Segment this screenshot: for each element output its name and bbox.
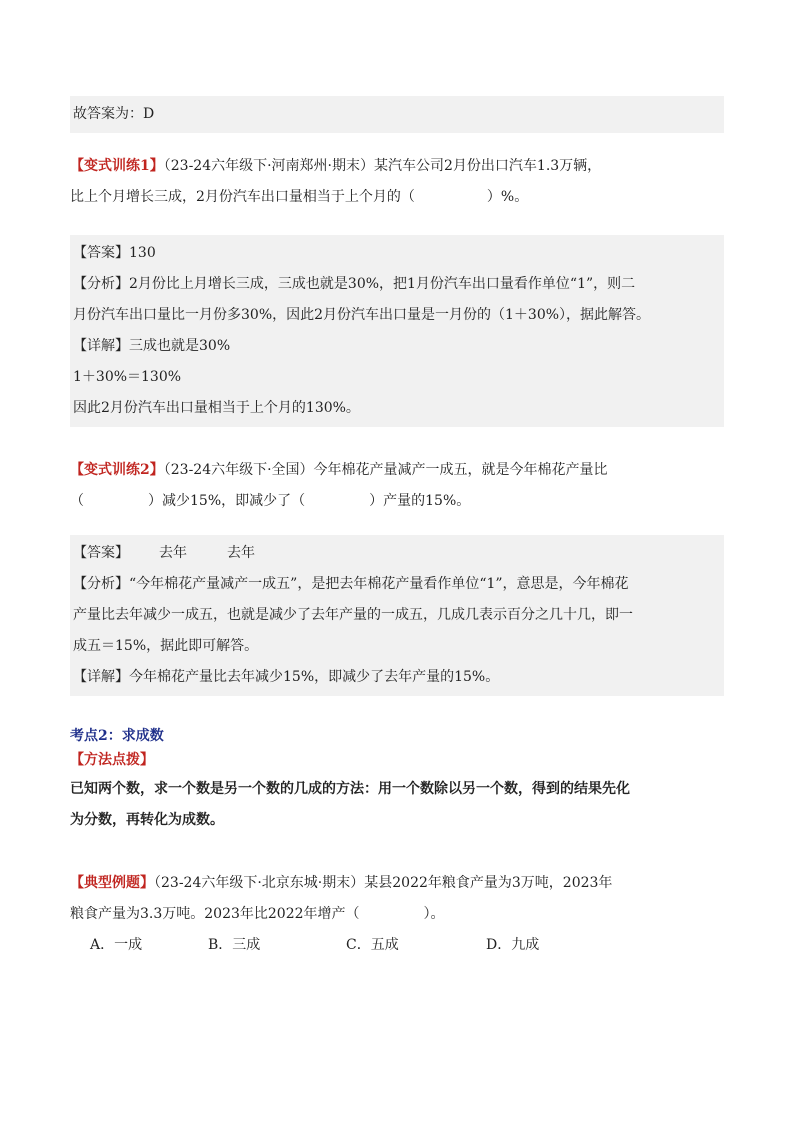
practice-1-line1: （23-24六年级下·河南郑州·期末）某汽车公司2月份出口汽车1.3万辆， <box>163 158 602 174</box>
method-label: 【方法点拨】 <box>70 752 154 768</box>
detail-line1: 三成也就是30% <box>129 338 231 354</box>
analysis-line1: 2月份比上月增长三成，三成也就是30%，把1月份汽车出口量看作单位“1”，则二 <box>129 276 636 292</box>
method-line1: 已知两个数，求一个数是另一个数的几成的方法：用一个数除以另一个数，得到的结果先化 <box>70 781 630 797</box>
document-page <box>70 96 724 961</box>
practice-2-label: 【变式训练2】 <box>70 462 164 478</box>
option-c[interactable]: C．五成 <box>346 937 399 953</box>
analysis-line1: “今年棉花产量减产一成五”，是把去年棉花产量看作单位“1”，意思是，今年棉花 <box>129 576 629 592</box>
practice-2-solution <box>70 535 724 696</box>
detail-line3: 因此2月份汽车出口量相当于上个月的130%。 <box>73 400 360 416</box>
answer-value-1: 去年 <box>159 545 187 561</box>
analysis-line2: 月份汽车出口量比一月份多30%，因此2月份汽车出口量是一月份的（1＋30%），据此解答。 <box>73 307 651 323</box>
final-answer-text: 故答案为：D <box>73 106 155 122</box>
practice-1-question <box>70 151 724 213</box>
option-d[interactable]: D．九成 <box>486 937 540 953</box>
detail-line1: 今年棉花产量比去年减少15%，即减少了去年产量的15%。 <box>129 669 500 685</box>
detail-line2: 1＋30%＝130% <box>73 369 182 385</box>
practice-1-solution <box>70 235 724 427</box>
method-line2: 为分数，再转化为成数。 <box>70 812 224 828</box>
analysis-line3: 成五＝15%，据此即可解答。 <box>73 638 259 654</box>
practice-2-line2a: （ <box>70 493 84 509</box>
option-a[interactable]: A．一成 <box>90 937 143 953</box>
detail-label: 【详解】 <box>73 338 129 354</box>
answer-value: 130 <box>129 245 156 261</box>
analysis-line2: 产量比去年减少一成五，也就是减少了去年产量的一成五，几成几表示百分之几十几，即一 <box>73 607 633 623</box>
detail-label: 【详解】 <box>73 669 129 685</box>
example-line1: （23-24六年级下·北京东城·期末）某县2022年粮食产量为3万吨，2023年 <box>154 875 613 891</box>
analysis-label: 【分析】 <box>73 576 129 592</box>
example-label: 【典型例题】 <box>70 875 154 891</box>
example-line2a: 粮食产量为3.3万吨。2023年比2022年增产（ <box>70 906 360 922</box>
practice-2-line2b: ）减少15%，即减少了（ <box>148 493 306 509</box>
option-b[interactable]: B．三成 <box>208 937 261 953</box>
kaodian-2-section <box>70 724 724 836</box>
typical-example <box>70 868 724 961</box>
analysis-label: 【分析】 <box>73 276 129 292</box>
practice-1-line2b: ）%。 <box>486 189 529 205</box>
practice-1-line2a: 比上个月增长三成，2月份汽车出口量相当于上个月的（ <box>70 189 415 205</box>
example-line2b: ）。 <box>423 906 445 922</box>
answer-label: 【答案】 <box>73 245 129 261</box>
answer-block-previous <box>70 96 724 133</box>
options-row <box>70 930 724 961</box>
practice-1-label: 【变式训练1】 <box>70 158 164 174</box>
practice-2-question <box>70 455 724 517</box>
answer-value-2: 去年 <box>227 545 255 561</box>
section-title: 考点2：求成数 <box>70 728 164 744</box>
practice-2-line2c: ）产量的15%。 <box>369 493 471 509</box>
answer-label: 【答案】 <box>73 545 129 561</box>
practice-2-line1: （23-24六年级下·全国）今年棉花产量减产一成五，就是今年棉花产量比 <box>163 462 608 478</box>
